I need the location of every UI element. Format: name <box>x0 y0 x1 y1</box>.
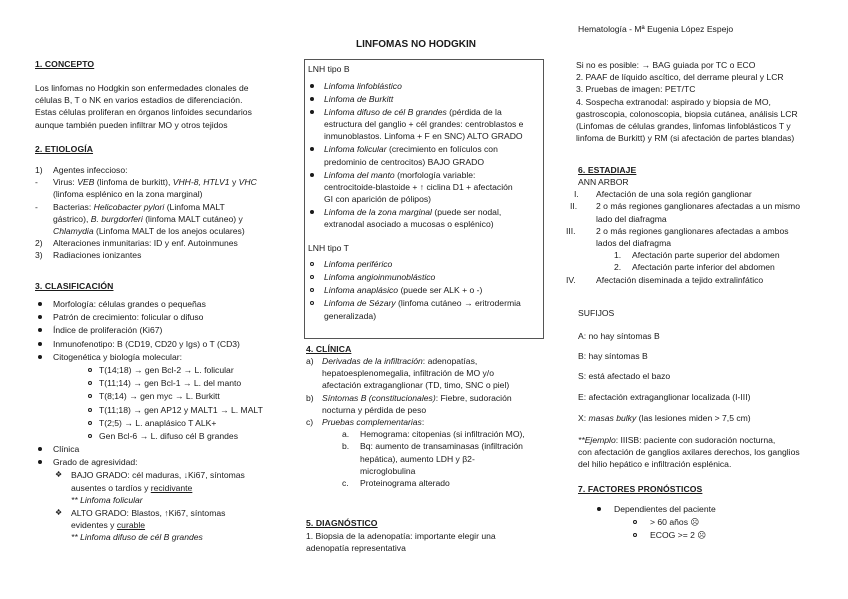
etiologia-virus: Virus: VEB (linfoma de burkitt), VHH-8, HTLV1 y VHC <box>53 177 257 188</box>
clinica-list <box>306 355 546 489</box>
pronostico-list <box>578 503 818 542</box>
diagnostico-line: 3. Pruebas de imagen: PET/TC <box>576 84 696 95</box>
estadio-item: 2 o más regiones ganglionares afectadas a un mismo <box>596 201 800 212</box>
clinica-item: Pruebas complementarias: <box>322 416 425 427</box>
clasificacion-item: Índice de proliferación (Ki67) <box>53 325 163 336</box>
list-marker: c) <box>306 416 314 427</box>
lnh-t-item-cont: generalizada) <box>324 310 377 321</box>
clinica-item-cont: afectación extraganglionar (TD, timo, SNC o piel) <box>322 380 510 391</box>
clasificacion-item: Morfología: células grandes o pequeñas <box>53 299 206 309</box>
etiologia-item: Radiaciones ionizantes <box>53 250 142 261</box>
lnh-t-heading: LNH tipo T <box>308 243 349 254</box>
lnh-t-item: Linfoma anaplásico (puede ser ALK + o -) <box>324 285 483 296</box>
bullet-icon <box>38 447 42 451</box>
lnh-b-item-cont: centrocitoide-blastoide + ↑ ciclina D1 + afectación <box>324 181 513 192</box>
diagnostico-line: 2. PAAF de líquido ascítico, del derrame pleural y LCR <box>576 72 784 83</box>
ejemplo: **Ejemplo: IIISB: paciente con sudoración nocturna, con afectación de ganglios axilares derechos, los ganglios del hilio hepático e infiltración esplénica. <box>578 435 800 470</box>
cyto-item: T(11;18) → gen AP12 y MALT1 → L. MALT <box>99 404 263 415</box>
clasificacion-list <box>35 298 295 544</box>
estadio-item-cont: lado del diafragma <box>596 213 667 224</box>
page-title: LINFOMAS NO HODGKIN <box>356 39 476 50</box>
list-marker: IV. <box>566 274 576 285</box>
list-marker: 1. <box>614 250 622 261</box>
cyto-item: Gen Bcl-6 → L. difuso cél B grandes <box>99 430 239 441</box>
pronostico-subitem: > 60 años ☹ <box>650 517 700 527</box>
cyto-item: T(2;5) → L. anaplásico T ALK+ <box>99 417 217 428</box>
estadio-item: Afectación diseminada a tejido extralinfático <box>596 274 764 285</box>
bajo-grado-cont: ausentes o tardíos y recidivante <box>71 482 193 493</box>
sufijo-e: E: afectación extraganglionar localizada (I-III) <box>578 392 751 402</box>
etiologia-item: Agentes infeccioso: <box>53 165 128 175</box>
clinica-subitem: Proteinograma alterado <box>360 477 450 488</box>
list-marker: 2) <box>35 238 43 249</box>
clinica-subitem-cont: hepática), aumento LDH y β2- <box>360 453 475 464</box>
cyto-item: T(14;18) → gen Bcl-2 → L. folicular <box>99 364 234 375</box>
circle-bullet-icon <box>88 368 92 372</box>
etiologia-bacterias-cont: gástrico), B. burgdorferi (linfoma MALT cutáneo) y <box>53 213 243 224</box>
lnh-t-item: Linfoma de Sézary (linfoma cutáneo → eritrodermia <box>324 298 521 309</box>
etiologia-heading: 2. ETIOLOGÍA <box>35 144 94 154</box>
clasificacion-item: Clínica <box>53 444 80 455</box>
clinica-subitem: Hemograma: citopenias (si infiltración MO), <box>360 429 525 440</box>
lnh-b-item: Linfoma folicular (crecimiento en folículos con <box>324 144 498 155</box>
clasificacion-item: Inmunofenotipo: B (CD19, CD20 y Igs) o T (CD3) <box>53 338 240 349</box>
cyto-item: T(11;14) → gen Bcl-1 → L. del manto <box>99 378 242 389</box>
estadio-item-cont: lados del diafragma <box>596 237 672 248</box>
diamond-bullet-icon: ❖ <box>55 508 63 517</box>
lnh-b-item: Linfoma linfoblástico <box>324 81 402 91</box>
circle-bullet-icon <box>310 288 314 292</box>
diamond-bullet-icon: ❖ <box>55 470 63 480</box>
concepto-heading: 1. CONCEPTO <box>35 59 95 69</box>
lnh-b-item: Linfoma difuso de cél B grandes (pérdida de la <box>324 107 502 117</box>
circle-bullet-icon <box>88 381 92 385</box>
estadio-item: Afectación de una sola región ganglionar <box>596 189 752 200</box>
lnh-b-item: Linfoma del manto (morfología variable: <box>324 169 476 180</box>
circle-bullet-icon <box>88 421 92 425</box>
etiologia-virus-cont: (linfoma esplénico en la zona marginal) <box>53 189 203 200</box>
diagnostico-line: 4. Sospecha extranodal: aspirado y biopsia de MO, <box>576 96 771 107</box>
clinica-subitem-cont: microglobulina <box>360 465 416 476</box>
clasificacion-item: Citogenética y biología molecular: <box>53 351 182 362</box>
sufijo-x: X: masas bulky (las lesiones miden > 7,5 cm) <box>578 413 751 423</box>
bullet-icon <box>38 460 42 464</box>
list-marker: III. <box>566 225 576 236</box>
circle-bullet-icon <box>310 262 314 266</box>
bullet-icon <box>310 173 314 177</box>
estadio-subitem: Afectación parte superior del abdomen <box>632 250 780 261</box>
clinica-item-cont: hepatoesplenomegalia, infiltración de MO y/o <box>322 368 494 379</box>
bullet-icon <box>38 328 42 332</box>
list-marker: a) <box>306 356 314 366</box>
lnh-b-item-cont: estructura del ganglio + cél grandes: centroblastos e <box>324 119 524 130</box>
concepto-line: aunque también pueden infiltrar MO y otros tejidos <box>35 119 228 130</box>
lnh-b-item-cont: inmunoblastos. Linfoma + F en SNC) ALTO GRADO <box>324 131 523 142</box>
bullet-icon <box>310 147 314 151</box>
circle-bullet-icon <box>88 434 92 438</box>
bullet-icon <box>38 355 42 359</box>
sufijo-b: B: hay síntomas B <box>578 351 648 361</box>
concepto-line: células B, T o NK en varios estadios de diferenciación. <box>35 95 243 106</box>
lnh-t-item: Linfoma periférico <box>324 259 393 270</box>
diagnostico-line: adenopatía representativa <box>306 543 406 554</box>
diagnostico-line: gastroscopia, colonoscopia, biopsia cutánea, análisis LCR <box>576 108 798 119</box>
etiologia-bacterias: Bacterias: Helicobacter pylori (Linfoma MALT <box>53 201 225 212</box>
bajo-grado: BAJO GRADO: cél maduras, ↓Ki67, síntomas <box>71 470 245 481</box>
clasificacion-item: Patrón de crecimiento: folicular o difuso <box>53 312 204 323</box>
alto-grado-cont: evidentes y curable <box>71 520 146 531</box>
lnh-b-item: Linfoma de Burkitt <box>324 94 394 104</box>
circle-bullet-icon <box>310 275 314 279</box>
alto-grado-example: ** Linfoma difuso de cél B grandes <box>71 532 203 543</box>
lnh-b-heading: LNH tipo B <box>308 64 350 74</box>
sufijos-heading: SUFIJOS <box>578 308 615 318</box>
lnh-b-item-cont: predominio de centrocitos) BAJO GRADO <box>324 156 484 167</box>
concepto-line: Estas células proliferan en órganos linfoides secundarios <box>35 107 252 118</box>
diagnostico-line: (Linfomas de células grandes, linfomas linfoblásticos T y <box>576 121 791 132</box>
estadio-item: 2 o más regiones ganglionares afectadas a ambos <box>596 225 789 236</box>
sufijo-s: S: está afectado el bazo <box>578 371 671 381</box>
estadiaje-sub: ANN ARBOR <box>578 177 629 187</box>
etiologia-bacterias-cont: Chlamydia (Linfoma MALT de los anejos oculares) <box>53 225 245 236</box>
etiologia-list <box>35 164 295 262</box>
bullet-icon <box>38 315 42 319</box>
list-marker: 2. <box>614 262 622 273</box>
clasificacion-heading: 3. CLASIFICACIÓN <box>35 281 114 291</box>
circle-bullet-icon <box>633 520 637 524</box>
list-marker: 1) <box>35 165 43 175</box>
bullet-icon <box>310 97 314 101</box>
clinica-item: Derivadas de la infiltración: adenopatías, <box>322 356 478 366</box>
list-marker: 3) <box>35 250 43 261</box>
pronostico-item: Dependientes del paciente <box>614 504 716 514</box>
pronostico-heading: 7. FACTORES PRONÓSTICOS <box>578 484 703 494</box>
lnh-b-item-cont: extranodal asociado a mucosas o esplénico) <box>324 219 494 230</box>
lnh-b-item-cont: GI con aparición de pólipos) <box>324 193 432 204</box>
author-header: Hematología - Mª Eugenia López Espejo <box>578 24 734 34</box>
clasificacion-item: Grado de agresividad: <box>53 457 138 468</box>
estadio-subitem: Afectación parte inferior del abdomen <box>632 262 775 273</box>
bullet-icon <box>597 507 601 511</box>
pronostico-subitem: ECOG >= 2 ☹ <box>650 530 707 540</box>
list-marker: b. <box>342 441 350 452</box>
diagnostico-heading: 5. DIAGNÓSTICO <box>306 518 378 528</box>
circle-bullet-icon <box>88 408 92 412</box>
bullet-icon <box>310 84 314 88</box>
list-marker: c. <box>342 477 349 488</box>
list-marker: - <box>35 177 38 188</box>
lnh-b-item: Linfoma de la zona marginal (puede ser nodal, <box>324 206 502 217</box>
cyto-item: T(8;14) → gen myc → L. Burkitt <box>99 391 220 402</box>
bullet-icon <box>310 110 314 114</box>
circle-bullet-icon <box>633 533 637 537</box>
list-marker: a. <box>342 429 350 440</box>
diagnostico-text <box>306 530 496 554</box>
estadiaje-heading: 6. ESTADIAJE <box>578 165 637 175</box>
list-marker: - <box>35 201 38 212</box>
circle-bullet-icon <box>88 394 92 398</box>
etiologia-item: Alteraciones inmunitarias: ID y enf. Autoinmunes <box>53 238 238 249</box>
list-marker: I. <box>574 189 579 200</box>
bullet-icon <box>38 302 42 306</box>
alto-grado: ALTO GRADO: Blastos, ↑Ki67, síntomas <box>71 508 226 518</box>
concepto-text <box>35 82 252 131</box>
list-marker: II. <box>570 201 578 212</box>
list-marker: b) <box>306 392 314 403</box>
bullet-icon <box>38 342 42 346</box>
clinica-heading: 4. CLÍNICA <box>306 344 352 354</box>
lnh-t-item: Linfoma angioinmunoblástico <box>324 272 436 283</box>
diagnostico-line: Si no es posible: → BAG guiada por TC o ECO <box>576 60 756 70</box>
clinica-subitem: Bq: aumento de transaminasas (infiltración <box>360 441 523 452</box>
diagnostico-line: 1. Biopsia de la adenopatía: importante elegir una <box>306 531 496 541</box>
bullet-icon <box>310 210 314 214</box>
diagnostico-line: linfoma de Burkitt) y RM (si afectación de partes blandas) <box>576 133 795 144</box>
estadiaje-list <box>562 176 822 286</box>
circle-bullet-icon <box>310 301 314 305</box>
clinica-item: Síntomas B (constitucionales): Fiebre, sudoración <box>322 392 512 403</box>
clinica-item-cont: nocturna y pérdida de peso <box>322 404 427 415</box>
bajo-grado-example: ** Linfoma folicular <box>71 494 143 505</box>
sufijo-a: A: no hay síntomas B <box>578 331 660 341</box>
diagnostico-cont <box>576 59 798 144</box>
lnh-b-list <box>308 63 542 322</box>
concepto-line: Los linfomas no Hodgkin son enfermedades clonales de <box>35 83 249 93</box>
